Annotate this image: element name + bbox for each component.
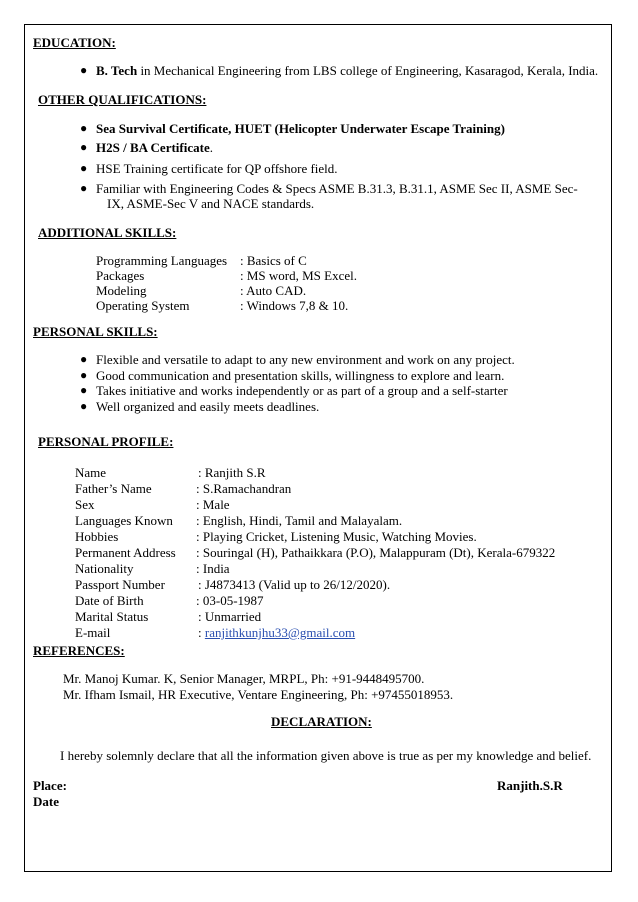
profile-label: E-mail xyxy=(75,625,111,640)
qualification-item: Sea Survival Certificate, HUET (Helicopter Underwater Escape Training) xyxy=(96,121,505,136)
profile-value: : S.Ramachandran xyxy=(196,481,292,496)
education-heading: EDUCATION: xyxy=(33,35,116,50)
profile-label: Marital Status xyxy=(75,609,149,624)
profile-label: Sex xyxy=(75,497,95,512)
qualification-item-continued: IX, ASME-Sec V and NACE standards. xyxy=(107,196,315,211)
profile-label: Name xyxy=(75,465,107,480)
profile-value: : India xyxy=(196,561,230,576)
bullet-icon: ● xyxy=(80,63,88,77)
profile-label: Languages Known xyxy=(75,513,173,528)
profile-value: : Souringal (H), Pathaikkara (P.O), Malappuram (Dt), Kerala-679322 xyxy=(196,545,556,560)
personal-skills-heading: PERSONAL SKILLS: xyxy=(33,324,158,339)
personal-skill-item: Well organized and easily meets deadlines. xyxy=(96,399,320,414)
personal-skill-item: Takes initiative and works independently or as part of a group and a self-starter xyxy=(96,383,508,398)
skill-value: : Basics of C xyxy=(240,253,307,268)
signature-name: Ranjith.S.R xyxy=(497,778,563,793)
date-label: Date xyxy=(33,794,59,809)
profile-value: : J4873413 (Valid up to 26/12/2020). xyxy=(198,577,391,592)
qualification-item: H2S / BA Certificate. xyxy=(96,140,213,155)
bullet-icon: ● xyxy=(80,121,88,135)
skill-label: Operating System xyxy=(96,298,190,313)
profile-label: Date of Birth xyxy=(75,593,144,608)
profile-value: : Playing Cricket, Listening Music, Watching Movies. xyxy=(196,529,477,544)
skill-value: : Windows 7,8 & 10. xyxy=(240,298,349,313)
reference-item: Mr. Ifham Ismail, HR Executive, Ventare Engineering, Ph: +97455018953. xyxy=(63,687,454,702)
skill-value: : MS word, MS Excel. xyxy=(240,268,357,283)
personal-profile-heading: PERSONAL PROFILE: xyxy=(38,434,174,449)
profile-label: Nationality xyxy=(75,561,134,576)
personal-skill-item: Flexible and versatile to adapt to any new environment and work on any project. xyxy=(96,352,515,367)
bullet-icon: ● xyxy=(80,383,88,397)
profile-value: : Ranjith S.R xyxy=(198,465,266,480)
other-qualifications-heading: OTHER QUALIFICATIONS: xyxy=(38,92,207,107)
bullet-icon: ● xyxy=(80,399,88,413)
profile-value: : 03-05-1987 xyxy=(196,593,264,608)
profile-label: Father’s Name xyxy=(75,481,152,496)
profile-label: Hobbies xyxy=(75,529,119,544)
declaration-heading: DECLARATION: xyxy=(271,714,372,729)
profile-label: Permanent Address xyxy=(75,545,176,560)
skill-value: : Auto CAD. xyxy=(240,283,307,298)
references-heading: REFERENCES: xyxy=(33,643,125,658)
qualification-item: Familiar with Engineering Codes & Specs ASME B.31.3, B.31.1, ASME Sec II, ASME Sec- xyxy=(96,181,578,196)
personal-skill-item: Good communication and presentation skills, willingness to explore and learn. xyxy=(96,368,505,383)
place-label: Place: xyxy=(33,778,67,793)
skill-label: Packages xyxy=(96,268,145,283)
declaration-text: I hereby solemnly declare that all the information given above is true as per my knowledge and belief. xyxy=(60,748,592,763)
profile-value: : ranjithkunjhu33@gmail.com xyxy=(198,625,356,640)
bullet-icon: ● xyxy=(80,140,88,154)
profile-value: : English, Hindi, Tamil and Malayalam. xyxy=(196,513,403,528)
bullet-icon: ● xyxy=(80,368,88,382)
qualification-item: HSE Training certificate for QP offshore field. xyxy=(96,161,338,176)
profile-value: : Male xyxy=(196,497,230,512)
bullet-icon: ● xyxy=(80,181,88,195)
profile-label: Passport Number xyxy=(75,577,165,592)
profile-value: : Unmarried xyxy=(198,609,262,624)
education-item: B. Tech in Mechanical Engineering from LBS college of Engineering, Kasaragod, Kerala, India. xyxy=(96,63,599,78)
skill-label: Programming Languages xyxy=(96,253,228,268)
reference-item: Mr. Manoj Kumar. K, Senior Manager, MRPL, Ph: +91-9448495700. xyxy=(63,671,425,686)
bullet-icon: ● xyxy=(80,161,88,175)
skill-label: Modeling xyxy=(96,283,147,298)
additional-skills-heading: ADDITIONAL SKILLS: xyxy=(38,225,177,240)
bullet-icon: ● xyxy=(80,352,88,366)
email-link[interactable]: ranjithkunjhu33@gmail.com xyxy=(204,625,356,640)
